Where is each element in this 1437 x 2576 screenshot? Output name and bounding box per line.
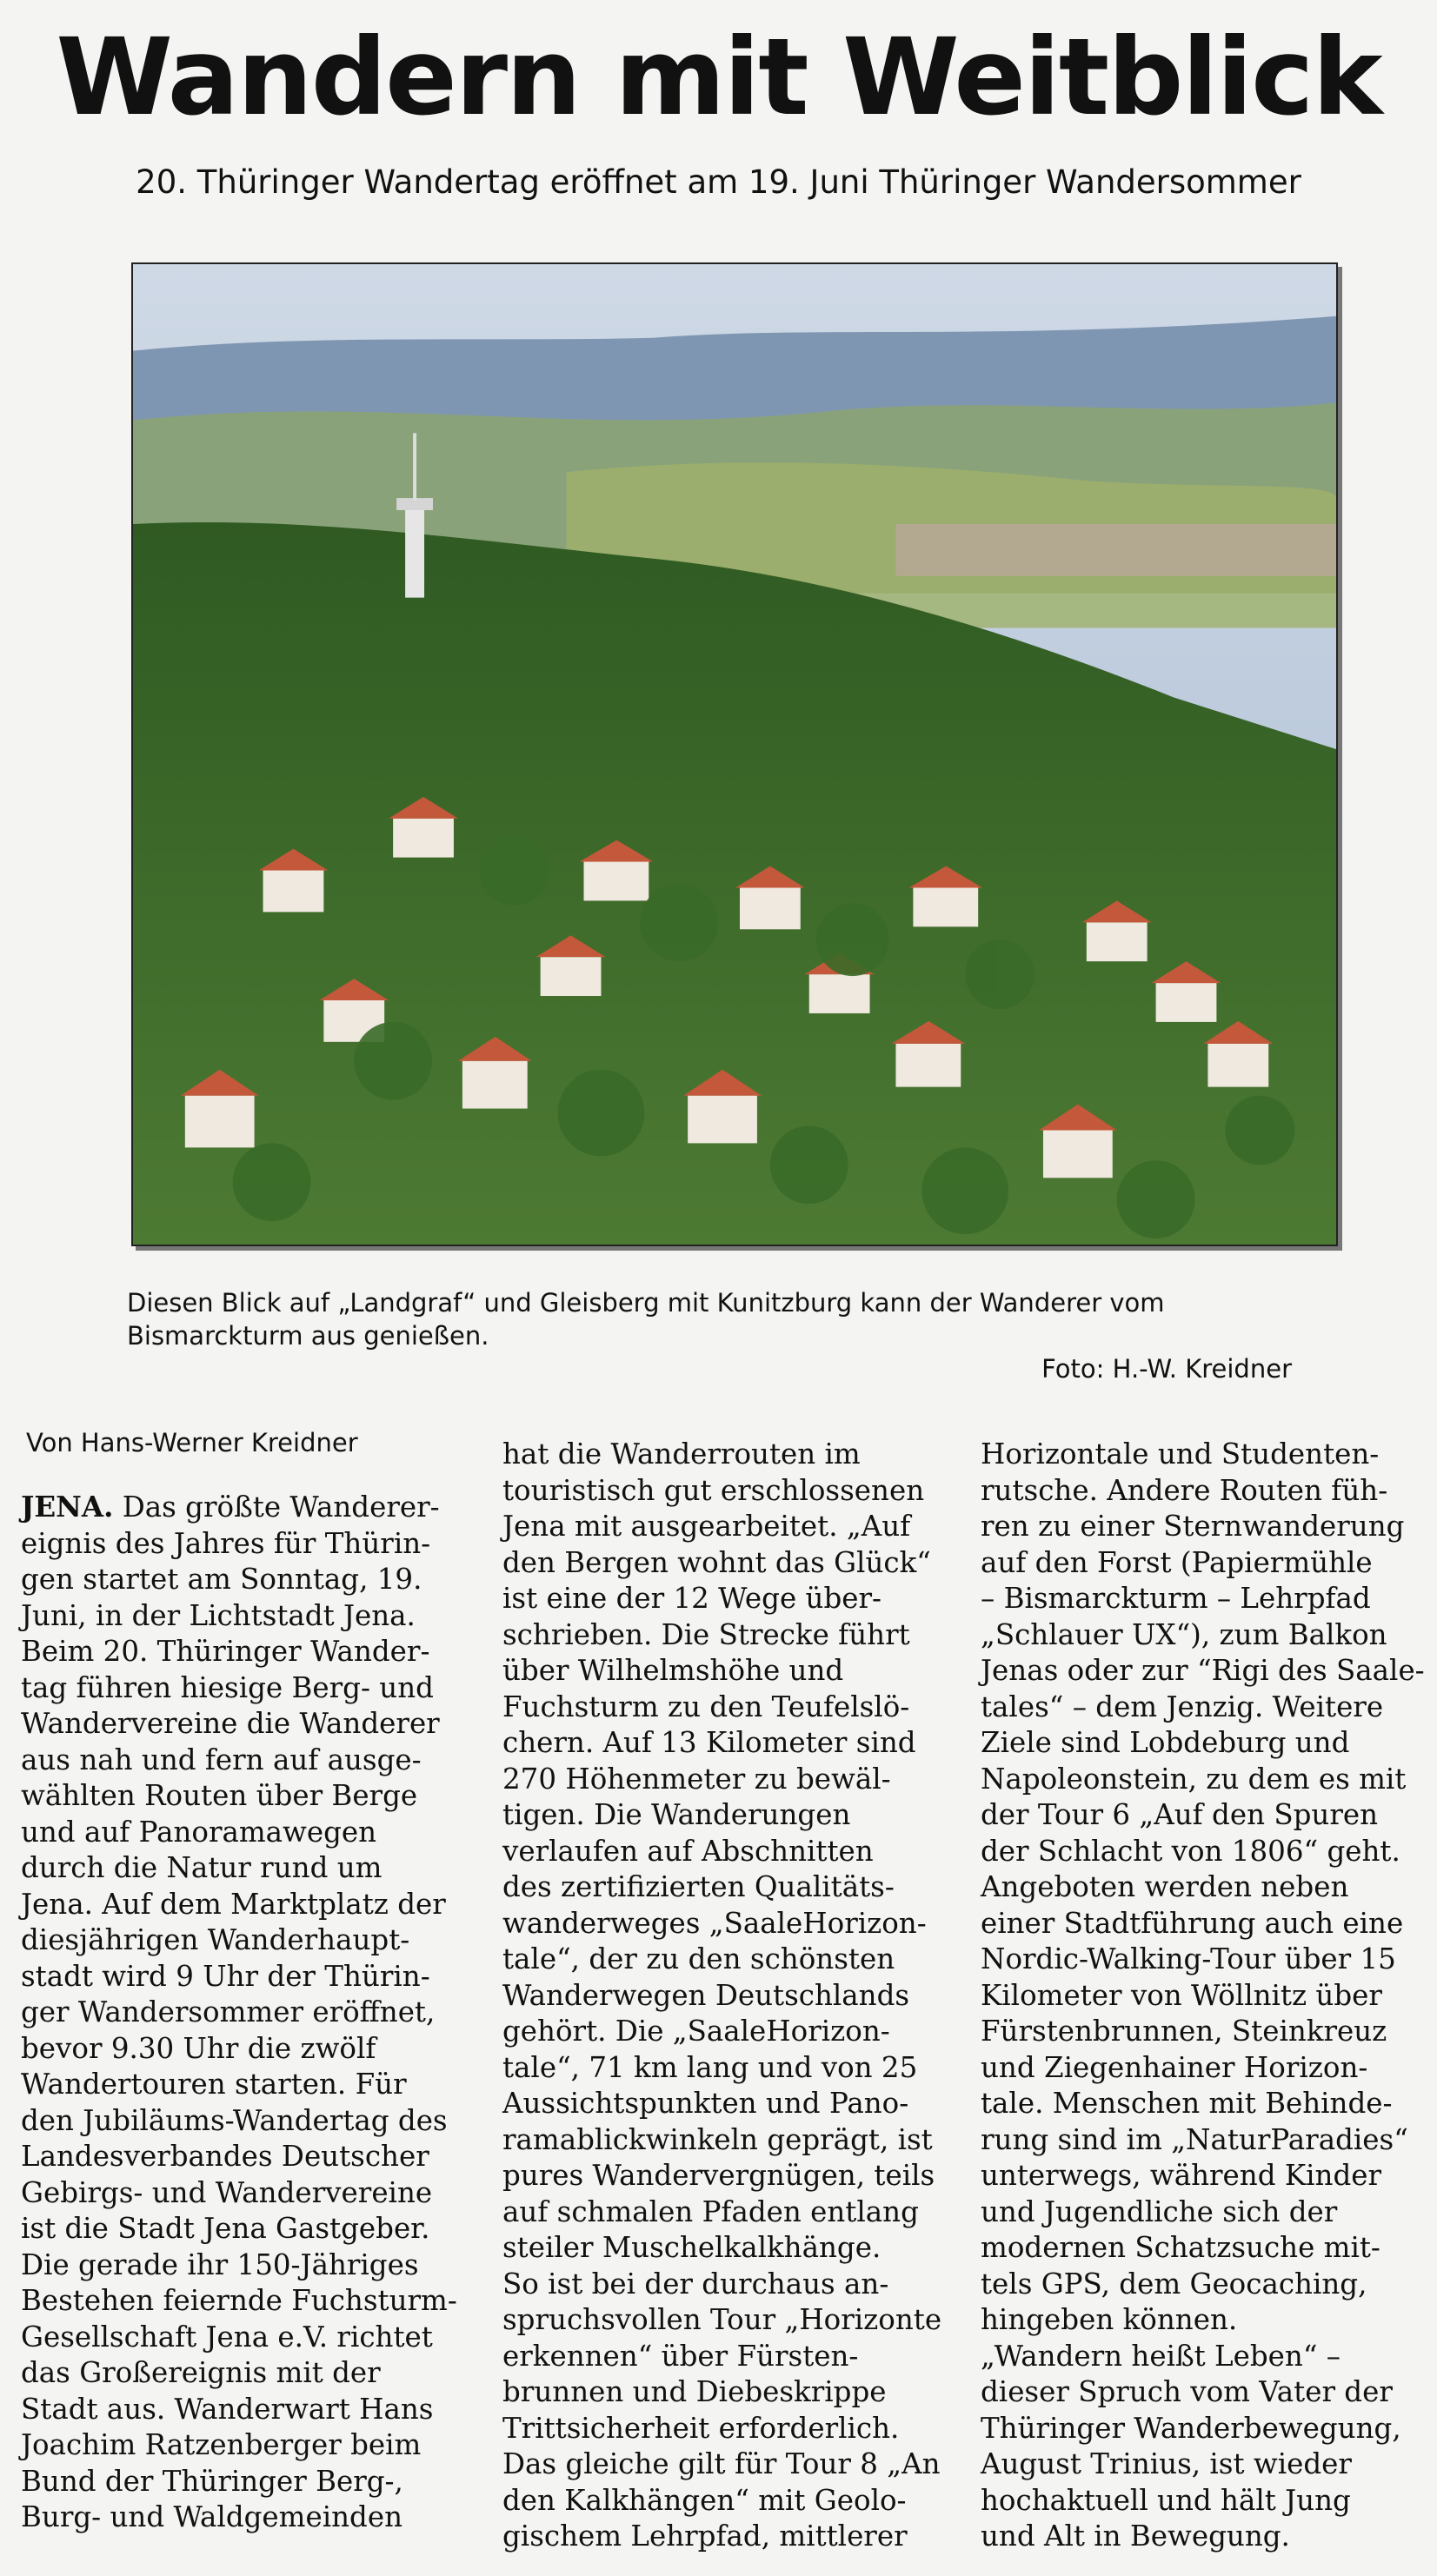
column-line: Joachim Ratzenberger beim (21, 2428, 422, 2461)
column-line: gen startet am Sonntag, 19. (21, 1563, 422, 1596)
column-line: wanderweges „SaaleHorizon- (502, 1906, 927, 1940)
column-line: Trittsicherheit erforderlich. (502, 2411, 900, 2445)
column-line: auf den Forst (Papiermühle (981, 1545, 1373, 1579)
column-line: spruchsvollen Tour „Horizonte (502, 2303, 942, 2336)
column-line: Wandertouren starten. Für (21, 2068, 407, 2101)
column-line: hochaktuell und hält Jung (981, 2483, 1351, 2517)
column-line: ist eine der 12 Wege über- (502, 1582, 882, 1615)
column-line: des zertifizierten Qualitäts- (502, 1870, 895, 1903)
column-line: tale“, 71 km lang und von 25 (502, 2050, 918, 2084)
column-line: Gebirgs- und Wandervereine (21, 2175, 433, 2209)
column-line: der Tour 6 „Auf den Spuren (981, 1798, 1379, 1831)
subheadline: 20. Thüringer Wandertag eröffnet am 19. Juni Thüringer Wandersommer (136, 163, 1301, 201)
column-line: pures Wandervergnügen, teils (502, 2159, 935, 2192)
column-line: brunnen und Diebeskrippe (502, 2375, 887, 2408)
column-line: Thüringer Wanderbewegung, (981, 2411, 1401, 2445)
column-line: Wanderwegen Deutschlands (502, 1978, 910, 2012)
column-line: ramablickwinkeln geprägt, ist (502, 2122, 933, 2156)
photo-credit: Foto: H.-W. Kreidner (1041, 1354, 1292, 1384)
column-line: rutsche. Andere Routen füh- (981, 1473, 1388, 1507)
column-line: wählten Routen über Berge (21, 1779, 418, 1812)
jena-landscape-photo (133, 264, 1336, 1245)
column-line: diesjährigen Wanderhaupt- (21, 1923, 410, 1956)
column-line: 270 Höhenmeter zu bewäl- (502, 1762, 891, 1796)
headline: Wandern mit Weitblick (56, 16, 1381, 139)
column-line: bevor 9.30 Uhr die zwölf (21, 2031, 376, 2065)
column-line: Gesellschaft Jena e.V. richtet (21, 2320, 433, 2354)
column-line: Jena. Auf dem Marktplatz der (21, 1887, 446, 1921)
column-line: „Schlauer UX“), zum Balkon (981, 1617, 1387, 1651)
article-column-2 (502, 1437, 955, 2555)
column-line: tigen. Die Wanderungen (502, 1798, 851, 1831)
column-line: Napoleonstein, zu dem es mit (981, 1762, 1407, 1796)
column-line: tale. Menschen mit Behinde- (981, 2087, 1393, 2120)
column-line: verlaufen auf Abschnitten (502, 1834, 874, 1868)
column-line: aus nah und fern auf ausge- (21, 1743, 422, 1776)
column-line: JENA. Das größte Wanderer- (21, 1490, 440, 1524)
column-line: – Bismarckturm – Lehrpfad (981, 1582, 1371, 1615)
column-line: einer Stadtführung auch eine (981, 1906, 1404, 1940)
column-line: ren zu einer Sternwanderung (981, 1510, 1405, 1543)
column-line: Angeboten werden neben (981, 1870, 1349, 1903)
column-line: schrieben. Die Strecke führt (502, 1617, 910, 1651)
dateline: JENA. (21, 1490, 114, 1524)
column-line: Jenas oder zur “Rigi des Saale- (981, 1654, 1425, 1687)
column-line: den Bergen wohnt das Glück“ (502, 1545, 931, 1579)
column-line: unterwegs, während Kinder (981, 2159, 1382, 2192)
article-column-3 (981, 1437, 1433, 2555)
column-line: Landesverbandes Deutscher (21, 2140, 429, 2173)
column-line: tales“ – dem Jenzig. Weitere (981, 1690, 1384, 1723)
column-line: stadt wird 9 Uhr der Thürin- (21, 1959, 430, 1993)
column-line: Beim 20. Thüringer Wander- (21, 1635, 430, 1668)
column-line: erkennen“ über Fürsten- (502, 2339, 859, 2373)
column-line: gehört. Die „SaaleHorizon- (502, 2015, 890, 2048)
column-line: steiler Muschelkalkhänge. (502, 2231, 881, 2264)
photo-caption (127, 1286, 1301, 1385)
byline: Von Hans-Werner Kreidner (26, 1428, 358, 1457)
column-line: hat die Wanderrouten im (502, 1437, 861, 1471)
column-line: der Schlacht von 1806“ geht. (981, 1834, 1400, 1868)
column-line: tale“, der zu den schönsten (502, 1942, 895, 1975)
caption-text: Diesen Blick auf „Landgraf“ und Gleisberg mit Kunitzburg kann der Wanderer vom Bismarckturm aus genießen. (127, 1288, 1165, 1351)
column-line: tag führen hiesige Berg- und (21, 1670, 434, 1704)
column-line: durch die Natur rund um (21, 1851, 383, 1884)
column-line: chern. Auf 13 Kilometer sind (502, 1726, 916, 1759)
column-line: Das gleiche gilt für Tour 8 „An (502, 2447, 941, 2480)
column-line: eignis des Jahres für Thürin- (21, 1526, 431, 1560)
column-line: Kilometer von Wöllnitz über (981, 1978, 1382, 2012)
column-line: Nordic-Walking-Tour über 15 (981, 1942, 1396, 1975)
column-line: tels GPS, dem Geocaching, (981, 2267, 1367, 2300)
column-line: Horizontale und Studenten- (981, 1437, 1380, 1471)
column-line: das Großereignis mit der (21, 2356, 381, 2389)
column-line: hingeben können. (981, 2303, 1238, 2336)
article-column-1 (21, 1489, 473, 2536)
column-line: über Wilhelmshöhe und (502, 1654, 844, 1687)
column-line: Aussichtspunkten und Pano- (502, 2087, 909, 2120)
column-line: Bund der Thüringer Berg-, (21, 2464, 403, 2498)
column-line: Fuchsturm zu den Teufelslö- (502, 1690, 910, 1723)
column-line: den Jubiläums-Wandertag des (21, 2103, 448, 2137)
column-line: ger Wandersommer eröffnet, (21, 1995, 436, 2028)
column-line: Wandervereine die Wanderer (21, 1707, 440, 1740)
column-line: dieser Spruch vom Vater der (981, 2375, 1393, 2408)
column-line: Burg- und Waldgemeinden (21, 2500, 403, 2533)
column-line: touristisch gut erschlossenen (502, 1473, 925, 1507)
column-line: Jena mit ausgearbeitet. „Auf (502, 1510, 911, 1543)
column-line: ist die Stadt Jena Gastgeber. (21, 2212, 430, 2245)
column-line: und auf Panoramawegen (21, 1815, 377, 1849)
column-line: rung sind im „NaturParadies“ (981, 2122, 1408, 2156)
column-line: August Trinius, ist wieder (981, 2447, 1352, 2480)
column-line: Juni, in der Lichtstadt Jena. (21, 1598, 416, 1632)
column-line: Fürstenbrunnen, Steinkreuz (981, 2015, 1387, 2048)
column-line: den Kalkhängen“ mit Geolo- (502, 2483, 907, 2517)
column-line: und Ziegenhainer Horizon- (981, 2050, 1368, 2084)
column-line: modernen Schatzsuche mit- (981, 2231, 1380, 2264)
column-line: auf schmalen Pfaden entlang (502, 2194, 919, 2228)
column-line: und Alt in Bewegung. (981, 2520, 1290, 2553)
column-line: gischem Lehrpfad, mittlerer (502, 2520, 908, 2553)
column-line: Ziele sind Lobdeburg und (981, 1726, 1350, 1759)
column-line: So ist bei der durchaus an- (502, 2267, 889, 2300)
column-line: Stadt aus. Wanderwart Hans (21, 2392, 434, 2426)
column-line: Die gerade ihr 150-Jähriges (21, 2247, 419, 2281)
article-photo (131, 262, 1338, 1246)
column-line: und Jugendliche sich der (981, 2194, 1338, 2228)
column-line: „Wandern heißt Leben“ – (981, 2339, 1341, 2373)
column-line: Bestehen feiernde Fuchsturm- (21, 2284, 457, 2317)
